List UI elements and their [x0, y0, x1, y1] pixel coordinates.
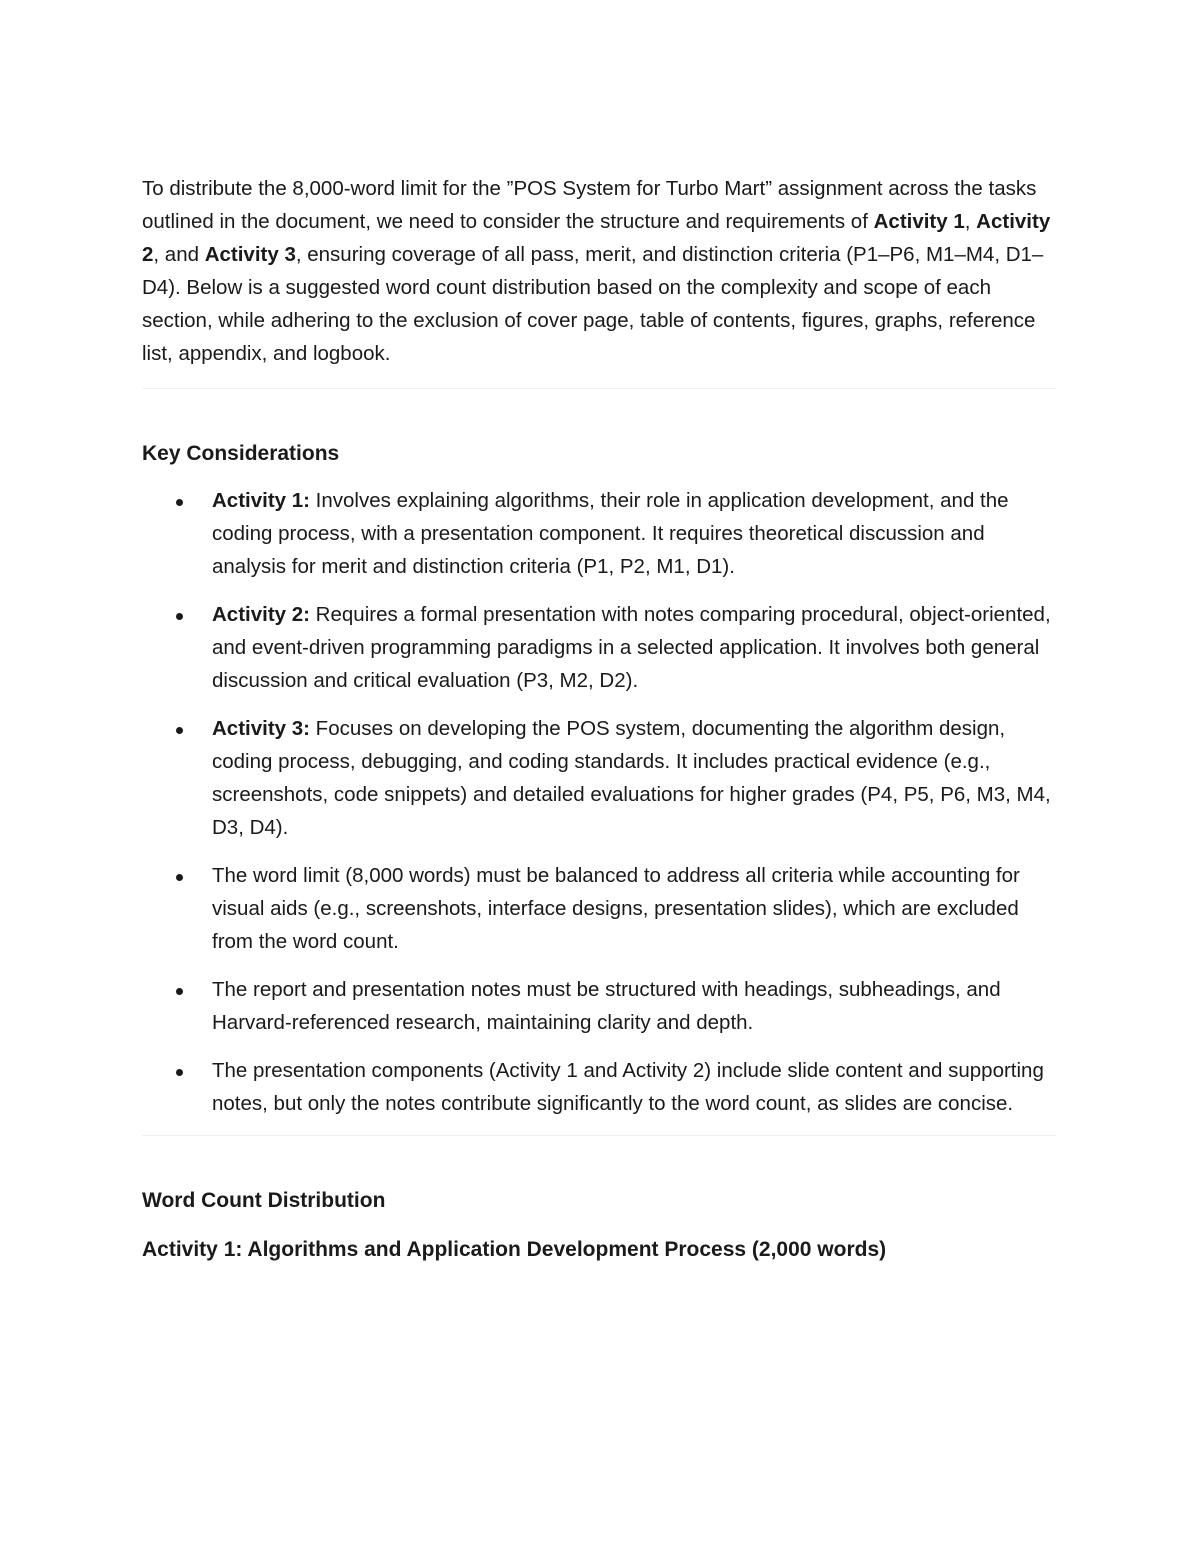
list-item-label: Activity 2: [212, 603, 310, 626]
intro-paragraph [142, 172, 1060, 370]
intro-text-3: , and [153, 243, 205, 266]
list-item-text: Focuses on developing the POS system, documenting the algorithm design, coding process, debugging, and coding standards. It includes practical evidence (e.g., screenshots, code snippets) and detailed evaluations for higher grades (P4, P5, P6, M3, M4, D3, D4). [212, 717, 1051, 839]
list-item [142, 598, 1060, 697]
intro-text-1: To distribute the 8,000-word limit for the ”POS System for Turbo Mart” assignment across the tasks outlined in the document, we need to consider the structure and requirements of [142, 177, 1037, 233]
list-item-text: The word limit (8,000 words) must be balanced to address all criteria while accounting for visual aids (e.g., screenshots, interface designs, presentation slides), which are excluded from the word count. [212, 864, 1020, 953]
intro-text-4: , ensuring coverage of all pass, merit, and distinction criteria (P1–P6, M1–M4, D1–D4). Below is a suggested word count distribution based on the complexity and scope of each section, while adhering to the exclusion of cover page, table of contents, figures, graphs, reference list, appendix, and logbook. [142, 243, 1044, 365]
key-considerations-list [142, 484, 1060, 1120]
list-item-label: Activity 3: [212, 717, 310, 740]
bullet-icon [176, 499, 183, 506]
intro-text-2: , [964, 210, 977, 233]
list-item-text: Involves explaining algorithms, their role in application development, and the coding process, with a presentation component. It requires theoretical discussion and analysis for merit and distinction criteria (P1, P2, M1, D1). [212, 489, 1009, 578]
key-considerations-heading: Key Considerations [142, 442, 340, 465]
divider [142, 388, 1056, 389]
divider [142, 1135, 1056, 1136]
bullet-icon [176, 1069, 183, 1076]
list-item [142, 484, 1060, 583]
list-item-text: Requires a formal presentation with notes comparing procedural, object-oriented, and event-driven programming paradigms in a selected application. It involves both general discussion and critical evaluation (P3, M2, D2). [212, 603, 1051, 692]
list-item-text: The presentation components (Activity 1 and Activity 2) include slide content and supporting notes, but only the notes contribute significantly to the word count, as slides are concise. [212, 1059, 1044, 1115]
intro-activity-3: Activity 3 [204, 243, 296, 266]
activity-1-heading: Activity 1: Algorithms and Application Development Process (2,000 words) [142, 1238, 887, 1261]
list-item [142, 712, 1060, 844]
bullet-icon [176, 613, 183, 620]
word-count-heading: Word Count Distribution [142, 1189, 386, 1212]
list-item-text: The report and presentation notes must be structured with headings, subheadings, and Harvard-referenced research, maintaining clarity and depth. [212, 978, 1001, 1034]
document-body [142, 172, 1060, 1266]
bullet-icon [176, 727, 183, 734]
intro-activity-1: Activity 1 [873, 210, 965, 233]
bullet-icon [176, 988, 183, 995]
list-item [142, 1054, 1060, 1120]
intro-activity-2: Activity 2 [142, 210, 1051, 266]
list-item [142, 859, 1060, 958]
list-item-label: Activity 1: [212, 489, 310, 512]
list-item [142, 973, 1060, 1039]
bullet-icon [176, 874, 183, 881]
